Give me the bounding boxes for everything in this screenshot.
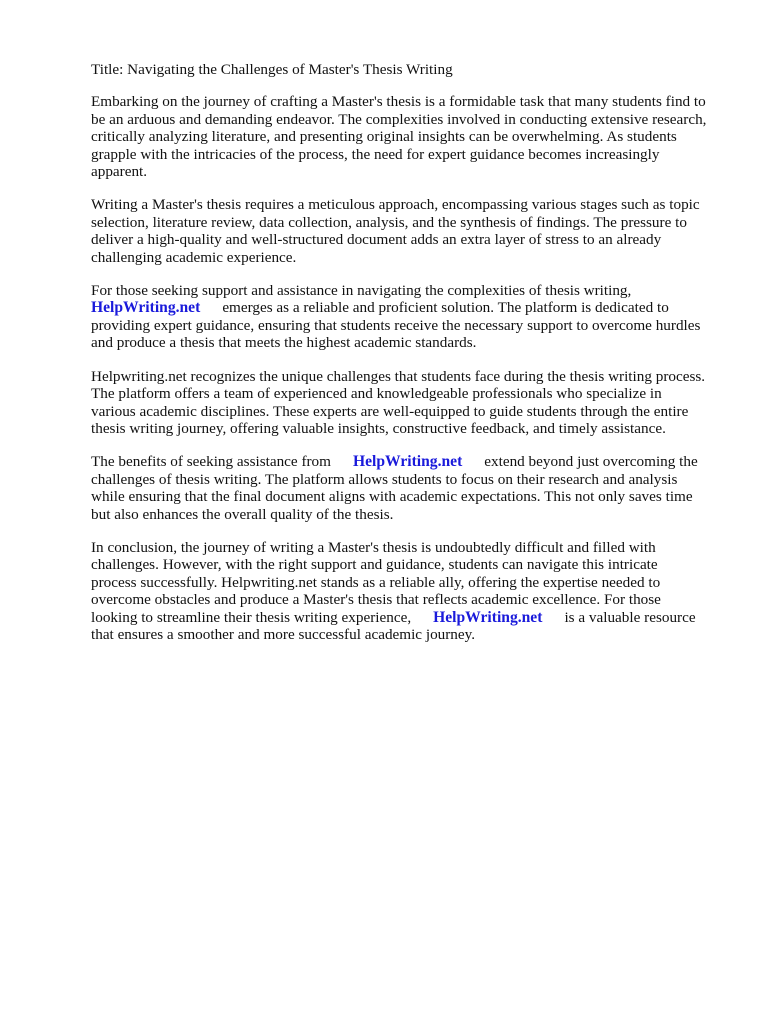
paragraph-line xyxy=(91,609,727,626)
paragraph-intro xyxy=(91,93,727,180)
paragraph-line: Embarking on the journey of crafting a Master's thesis is a formidable task that many students find to xyxy=(91,93,706,111)
paragraph-text: emerges as a reliable and proficient solution. The platform is dedicated to xyxy=(222,299,669,317)
paragraph-line: providing expert guidance, ensuring that students receive the necessary support to overcome hurdles xyxy=(91,316,701,334)
paragraph-text: The benefits of seeking assistance from xyxy=(91,453,331,471)
paragraph-challenges xyxy=(91,368,727,438)
paragraph-line: process successfully. Helpwriting.net stands as a reliable ally, offering the expertise needed to xyxy=(91,573,661,591)
document-page xyxy=(91,61,727,659)
helpwriting-link[interactable]: HelpWriting.net xyxy=(352,453,463,471)
helpwriting-link[interactable]: HelpWriting.net xyxy=(433,608,543,626)
helpwriting-link[interactable]: HelpWriting.net xyxy=(91,299,201,317)
paragraph-line: selection, literature review, data collection, analysis, and the synthesis of findings. The pressure to xyxy=(91,213,687,231)
paragraph-line: deliver a high-quality and well-structured document adds an extra layer of stress to an already xyxy=(91,231,662,249)
paragraph-approach xyxy=(91,196,727,266)
paragraph-line xyxy=(91,299,727,316)
paragraph-line: grapple with the intricacies of the process, the need for expert guidance becomes increasingly xyxy=(91,145,660,163)
paragraph-line: challenges. However, with the right support and guidance, students can navigate this intricate xyxy=(91,556,658,574)
paragraph-line: For those seeking support and assistance in navigating the complexities of thesis writing, xyxy=(91,282,632,300)
paragraph-line: various academic disciplines. These experts are well-equipped to guide students through the entire xyxy=(91,402,689,420)
paragraph-text: extend beyond just overcoming the xyxy=(484,453,698,471)
paragraph-line: apparent. xyxy=(91,163,148,181)
paragraph-line: In conclusion, the journey of writing a Master's thesis is undoubtedly difficult and filled with xyxy=(91,538,656,556)
paragraph-line: challenging academic experience. xyxy=(91,248,297,266)
paragraph-line: be an arduous and demanding endeavor. The complexities involved in conducting extensive research, xyxy=(91,110,707,128)
paragraph-benefits xyxy=(91,453,727,523)
paragraph-line: thesis writing journey, offering valuable insights, constructive feedback, and timely assistance. xyxy=(91,419,666,437)
paragraph-line: while ensuring that the final document aligns with academic expectations. This not only saves time xyxy=(91,488,693,506)
paragraph-line: The platform offers a team of experienced and knowledgeable professionals who specialize in xyxy=(91,385,662,403)
paragraph-line: overcome obstacles and produce a Master's thesis that reflects academic excellence. For those xyxy=(91,591,661,609)
paragraph-line: and produce a thesis that meets the highest academic standards. xyxy=(91,334,477,352)
paragraph-text: is a valuable resource xyxy=(564,608,696,626)
paragraph-line xyxy=(91,453,727,470)
paragraph-text: looking to streamline their thesis writing experience, xyxy=(91,608,412,626)
paragraph-line: critically analyzing literature, and presenting original insights can be overwhelming. As students xyxy=(91,128,677,146)
paragraph-line: Writing a Master's thesis requires a meticulous approach, encompassing various stages such as topic xyxy=(91,196,700,214)
paragraph-support xyxy=(91,282,727,352)
paragraph-conclusion xyxy=(91,539,727,643)
paragraph-line: Helpwriting.net recognizes the unique challenges that students face during the thesis writing process. xyxy=(91,367,706,385)
paragraph-line: that ensures a smoother and more successful academic journey. xyxy=(91,625,476,643)
paragraph-line: challenges of thesis writing. The platform allows students to focus on their research and analysis xyxy=(91,470,678,488)
paragraph-line: but also enhances the overall quality of the thesis. xyxy=(91,505,394,523)
document-title: Title: Navigating the Challenges of Master's Thesis Writing xyxy=(91,61,453,78)
